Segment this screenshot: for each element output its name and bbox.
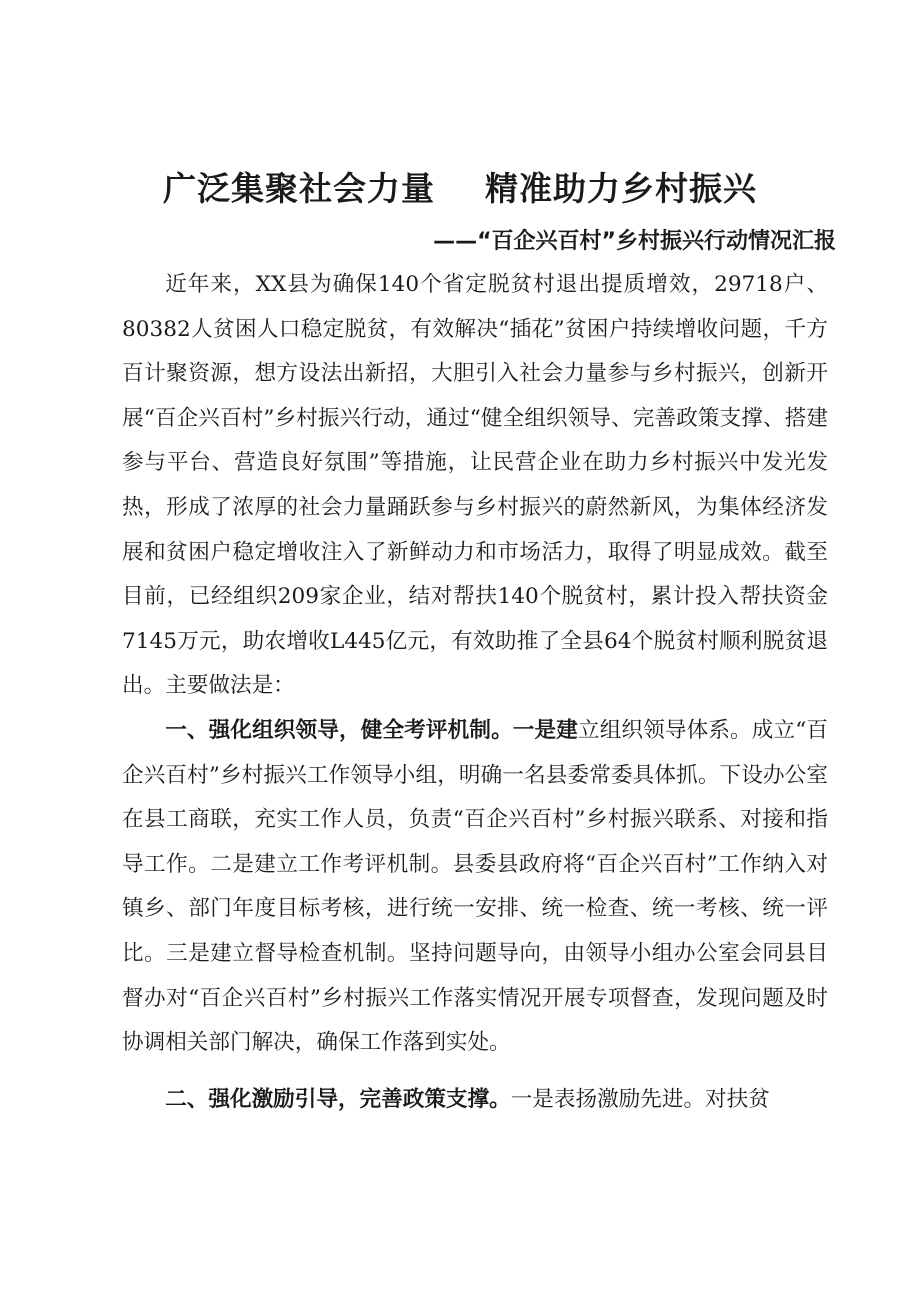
paragraph-intro	[122, 263, 828, 709]
paragraph-section-1	[122, 709, 828, 1066]
paragraph-lead: 二、强化激励引导，完善政策支撑。	[165, 1086, 511, 1112]
paragraph-lead: 一、强化组织领导，健全考评机制。一是建	[165, 717, 578, 743]
paragraph-text: 立组织领导体系。成立“百企兴百村”乡村振兴工作领导小组，明确一名县委常委具体抓。下设办公室在县工商联，充实工作人员，负责“百企兴百村”乡村振兴联系、对接和指导工作。二是建立工作考评机制。县委县政府将“百企兴百村”工作纳入对镇乡、部门年度目标考核，进行统一安排、统一检查、统一考核、统一评比。三是建立督导检查机制。坚持问题导向，由领导小组办公室会同县目督办对“百企兴百村”乡村振兴工作落实情况开展专项督查，发现问题及时协调相关部门解决，确保工作落到实处。	[122, 717, 828, 1056]
paragraph-text: 近年来，XX县为确保140个省定脱贫村退出提质增效，29718户、80382人贫困人口稳定脱贫，有效解决“插花”贫困户持续增收问题，千方百计聚资源，想方设法出新招，大胆引入社会力量参与乡村振兴，创新开展“百企兴百村”乡村振兴行动，通过“健全组织领导、完善政策支撑、搭建参与平台、营造良好氛围”等措施，让民营企业在助力乡村振兴中发光发热，形成了浓厚的社会力量踊跃参与乡村振兴的蔚然新风，为集体经济发展和贫困户稳定增收注入了新鲜动力和市场活力，取得了明显成效。截至目前，已经组织209家企业，结对帮扶140个脱贫村，累计投入帮扶资金7145万元，助农增收L445亿元，有效助推了全县64个脱贫村顺利脱贫退出。主要做法是：	[122, 272, 828, 699]
document-title: 广泛集聚社会力量 精准助力乡村振兴	[163, 169, 757, 208]
document-body	[122, 263, 828, 1122]
paragraph-section-2	[122, 1078, 828, 1123]
document-subtitle: ——“百企兴百村”乡村振兴行动情况汇报	[433, 229, 836, 254]
paragraph-text: 一是表扬激励先进。对扶贫	[510, 1086, 770, 1112]
